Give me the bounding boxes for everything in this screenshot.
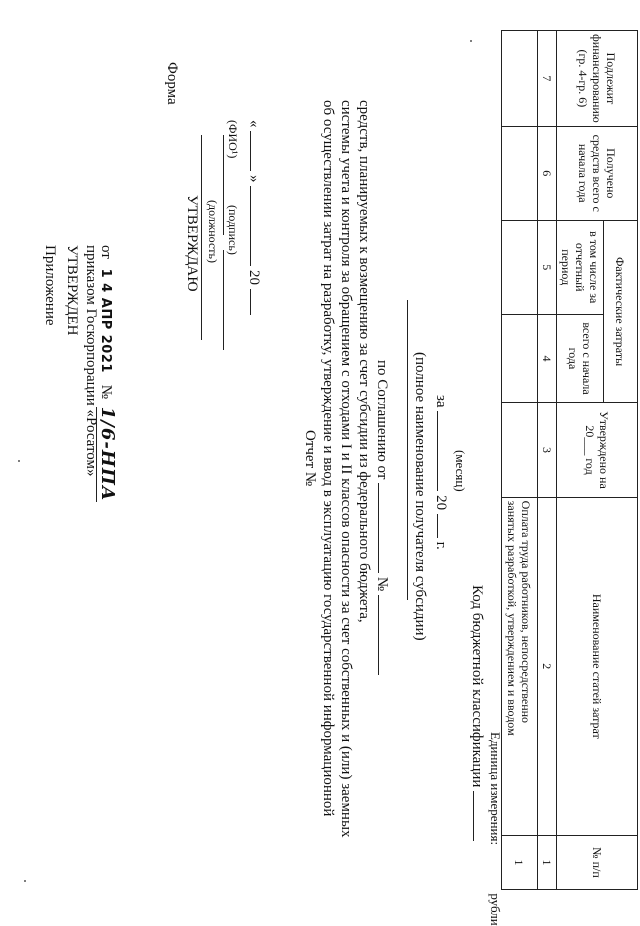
from-label: от (98, 245, 114, 259)
report-line-3: средств, планируемых к возмещению за счет субсидии из федерального бюджета, (356, 100, 372, 623)
position-caption: (должность) (206, 200, 220, 263)
scan-speck (24, 880, 26, 882)
form-label: Форма (164, 62, 180, 105)
report-line-1: об осуществлении затрат на разработку, утверждение и ввод в эксплуатацию государственной информационной (320, 100, 336, 817)
row1-text-b: занятых разработкой, утверждением и вводом (505, 500, 520, 736)
table-number-row (538, 31, 557, 890)
header-approved: Утверждено на 20___ год (557, 403, 638, 497)
header-name: Наименование статей затрат (557, 497, 638, 835)
recipient-caption: (полное наименование получателя субсидии) (412, 352, 428, 641)
signature-line (223, 135, 224, 235)
budget-code-label: Код бюджетной классификации (469, 585, 485, 788)
header-actual-total: всего с начала года (557, 314, 604, 403)
approved-label: УТВЕРЖДЕН (64, 245, 80, 336)
year-prefix: 20 (246, 270, 262, 285)
budget-code-line (468, 585, 485, 841)
recipient-line (407, 300, 408, 600)
period-line (432, 395, 449, 550)
col-number-7: 7 (538, 31, 557, 127)
agreement-line (373, 360, 390, 675)
header-received: Получено средств всего с начала года (557, 126, 638, 220)
report-title: Отчет № (302, 430, 318, 487)
order-date-stamp: 1 4 АПР 2021 (98, 268, 113, 373)
col-number-5: 5 (538, 220, 557, 314)
scan-speck (18, 460, 20, 462)
number-sign: № (98, 384, 114, 399)
col-number-1: 1 (538, 835, 557, 889)
period-year: 20 (433, 495, 449, 511)
table-row (502, 31, 538, 890)
date-line (245, 120, 262, 315)
month-caption: (месяц) (453, 450, 468, 492)
col-number-3: 3 (538, 403, 557, 497)
col-number-2: 2 (538, 497, 557, 835)
header-no: № п/п (557, 835, 638, 889)
order-number-handwritten: 1/6-НПА (97, 406, 118, 502)
unit-label: Единица измерения: (488, 732, 503, 846)
unit-value: рубли (488, 893, 503, 926)
col-number-4: 4 (538, 314, 557, 403)
period-prefix: за (433, 395, 449, 408)
scan-speck (470, 40, 472, 42)
order-line: приказом Госкорпорации «Росатом» (83, 245, 99, 477)
header-financing: Подлежит финансированию (гр. 4-гр. 6) (557, 31, 638, 127)
date-open-quote: « (246, 120, 262, 128)
period-suffix: г. (433, 541, 449, 550)
header-actual-period: в том числе за отчетный период (557, 220, 604, 314)
signature-caption: (подпись) (226, 205, 240, 255)
agreement-number-sign: № (374, 576, 390, 592)
row1-number: 1 (502, 835, 538, 889)
approve-title: УТВЕРЖДАЮ (184, 195, 200, 292)
row1-text (502, 497, 538, 835)
col-number-6: 6 (538, 126, 557, 220)
table-header-row (604, 31, 638, 890)
agreement-prefix: по Соглашению от (374, 360, 390, 480)
appendix-label: Приложение (42, 245, 58, 326)
row1-text-a: Оплата труда работников, непосредственно (519, 500, 534, 724)
report-line-2: системы учета и контроля за обращением с отходами I и II классов опасности за счет собственных и (или) заемных (338, 100, 354, 838)
date-close-quote: » (246, 175, 262, 183)
fio-caption: (ФИО¹) (226, 120, 240, 159)
order-date-line (97, 245, 118, 502)
expenses-table (501, 30, 638, 890)
header-actual-group: Фактические затраты (604, 220, 638, 403)
position-line (201, 135, 202, 340)
fio-line (223, 250, 224, 350)
